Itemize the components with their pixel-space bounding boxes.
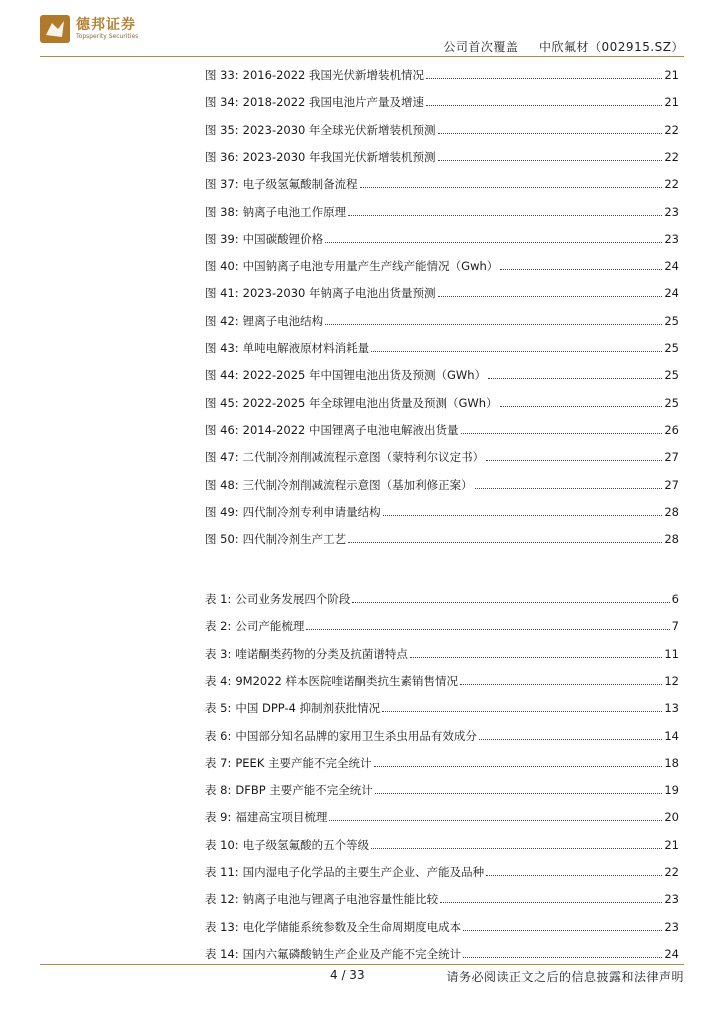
toc-entry[interactable] <box>205 647 679 661</box>
toc-leader-dots <box>329 820 662 821</box>
toc-entry[interactable] <box>205 810 679 824</box>
toc-entry[interactable] <box>205 423 679 437</box>
toc-entry-label: 图 49: <box>205 504 239 519</box>
toc-entry-page: 24 <box>664 946 679 961</box>
toc-entry-label: 表 14: <box>205 946 239 961</box>
toc-entry-page: 23 <box>664 204 679 219</box>
toc-entry-page: 12 <box>664 673 679 688</box>
toc-entry[interactable] <box>205 177 679 191</box>
toc-entry-label: 图 45: <box>205 395 239 410</box>
toc-entry-title: 喹诺酮类药物的分类及抗菌谱特点 <box>235 646 408 661</box>
toc-leader-dots <box>371 351 662 352</box>
toc-entry-page: 22 <box>664 122 679 137</box>
toc-entry-label: 图 35: <box>205 122 239 137</box>
toc-entry-page: 23 <box>664 919 679 934</box>
toc-leader-dots <box>438 296 663 297</box>
toc-entry-label: 图 37: <box>205 177 239 192</box>
toc-entry-page: 24 <box>664 286 679 301</box>
toc-entry-title: 2022-2025 年全球锂电池出货量及预测（GWh） <box>242 395 498 410</box>
toc-entry[interactable] <box>205 68 679 82</box>
toc-entry-title: DFBP 主要产能不完全统计 <box>235 783 373 798</box>
toc-leader-dots <box>325 242 662 243</box>
toc-entry-title: 2018-2022 我国电池片产量及增速 <box>242 95 425 110</box>
toc-entry[interactable] <box>205 478 679 492</box>
toc-entry-label: 图 48: <box>205 477 239 492</box>
toc-entry-label: 表 13: <box>205 919 239 934</box>
toc-entry-page: 27 <box>664 477 679 492</box>
toc-entry-label: 表 8: <box>205 783 232 798</box>
toc-leader-dots <box>475 488 663 489</box>
toc-entry[interactable] <box>205 592 679 606</box>
toc-entry-label: 图 43: <box>205 341 239 355</box>
toc-entry[interactable] <box>205 674 679 688</box>
toc-entry-page: 25 <box>664 313 679 328</box>
toc-entry[interactable] <box>205 783 679 797</box>
toc-entry-page: 20 <box>664 810 679 825</box>
toc-entry-page: 21 <box>664 837 679 852</box>
toc-leader-dots <box>479 739 663 740</box>
toc-entry-label: 图 46: <box>205 422 239 437</box>
toc-entry[interactable] <box>205 865 679 879</box>
toc-entry-page: 28 <box>664 532 679 547</box>
toc-entry-title: 2016-2022 我国光伏新增装机情况 <box>242 68 425 82</box>
toc-entry-label: 图 47: <box>205 450 239 465</box>
footer-divider <box>40 964 684 965</box>
toc-entry-label: 图 39: <box>205 231 239 246</box>
toc-leader-dots <box>500 269 662 270</box>
toc-entry-page: 24 <box>664 259 679 274</box>
toc-entry-title: 单吨电解液原材料消耗量 <box>242 341 370 355</box>
toc-entry[interactable] <box>205 95 679 109</box>
toc-entry[interactable] <box>205 947 679 961</box>
logo-name-cn: 德邦证券 <box>76 17 136 33</box>
toc-entry-page: 21 <box>664 68 679 82</box>
toc-leader-dots <box>410 657 663 658</box>
toc-entry-label: 图 38: <box>205 204 239 219</box>
toc-entry-page: 26 <box>664 422 679 437</box>
toc-entry-label: 图 33: <box>205 68 239 82</box>
toc-entry-page: 28 <box>664 504 679 519</box>
header-divider <box>40 56 684 57</box>
toc-entry-title: 国内六氟磷酸钠生产企业及产能不完全统计 <box>242 946 462 961</box>
toc-entry-page: 25 <box>664 341 679 355</box>
toc-entry-title: 锂离子电池结构 <box>242 313 324 328</box>
toc-entry-label: 表 3: <box>205 646 232 661</box>
toc-leader-dots <box>438 160 663 161</box>
toc-leader-dots <box>486 460 662 461</box>
toc-entry-label: 表 1: <box>205 592 232 606</box>
toc-entry-title: 钠离子电池与锂离子电池容量性能比较 <box>242 892 439 907</box>
toc-entry-title: 电子级氢氟酸的五个等级 <box>242 837 370 852</box>
toc-entry-page: 25 <box>664 368 679 383</box>
toc-entry-label: 图 34: <box>205 95 239 110</box>
toc-entry-title: 9M2022 样本医院喹诺酮类抗生素销售情况 <box>235 673 459 688</box>
toc-leader-dots <box>461 433 663 434</box>
toc-entry[interactable] <box>205 920 679 934</box>
toc-entry-page: 19 <box>664 783 679 798</box>
toc-entry-title: 中国 DPP-4 抑制剂获批情况 <box>235 701 381 716</box>
toc-entry-title: 二代制冷剂削减流程示意图（蒙特利尔议定书） <box>242 450 485 465</box>
toc-entry-page: 14 <box>664 728 679 743</box>
toc-leader-dots <box>375 793 663 794</box>
toc-entry-title: 2023-2030 年我国光伏新增装机预测 <box>242 149 436 164</box>
toc-entry-title: 福建高宝项目梳理 <box>235 810 328 825</box>
toc-entry-title: 中国钠离子电池专用量产生产线产能情况（Gwh） <box>242 259 499 274</box>
toc-entry-title: 四代制冷剂专利申请量结构 <box>242 504 381 519</box>
toc-entry[interactable] <box>205 532 679 546</box>
toc-entry-title: 中国部分知名品牌的家用卫生杀虫用品有效成分 <box>235 728 477 743</box>
company-logo <box>40 15 138 43</box>
toc-leader-dots <box>348 215 662 216</box>
toc-entry[interactable] <box>205 259 679 273</box>
toc-leader-dots <box>306 629 669 630</box>
toc-entry[interactable] <box>205 505 679 519</box>
toc-entry-page: 6 <box>671 592 679 606</box>
toc-leader-dots <box>325 324 662 325</box>
toc-entry[interactable] <box>205 314 679 328</box>
footer-disclaimer: 请务必阅读正文之后的信息披露和法律声明 <box>446 970 684 984</box>
toc-entry-title: 2014-2022 中国锂离子电池电解液出货量 <box>242 422 459 437</box>
toc-entry-title: 2022-2025 年中国锂电池出货及预测（GWh） <box>242 368 487 383</box>
toc-leader-dots <box>360 187 663 188</box>
toc-leader-dots <box>371 848 662 849</box>
toc-entry-label: 图 41: <box>205 286 239 301</box>
toc-entry[interactable] <box>205 396 679 410</box>
toc-entry[interactable] <box>205 450 679 464</box>
toc-leader-dots <box>460 684 662 685</box>
toc-entry-label: 表 2: <box>205 619 232 634</box>
toc-entry-title: 2023-2030 年全球光伏新增装机预测 <box>242 122 436 137</box>
logo-name-en: Topsperity Securities <box>76 33 139 40</box>
toc-entry-page: 21 <box>664 95 679 110</box>
toc-leader-dots <box>382 711 662 712</box>
toc-entry-title: 电化学储能系统参数及全生命周期度电成本 <box>242 919 462 934</box>
toc-entry-label: 表 5: <box>205 701 232 716</box>
toc-leader-dots <box>438 133 663 134</box>
toc-entry-page: 18 <box>664 755 679 770</box>
toc-entry-page: 22 <box>664 865 679 879</box>
toc-entry-title: 公司产能梳理 <box>235 619 305 634</box>
toc-leader-dots <box>488 378 662 379</box>
toc-entry[interactable] <box>205 150 679 164</box>
toc-leader-dots <box>383 515 663 516</box>
toc-entry-label: 图 36: <box>205 149 239 164</box>
toc-entry-page: 11 <box>664 646 679 661</box>
toc-entry[interactable] <box>205 838 679 852</box>
toc-entry-page: 13 <box>664 701 679 716</box>
toc-leader-dots <box>374 766 663 767</box>
toc-entry[interactable] <box>205 341 679 355</box>
toc-entry-page: 7 <box>671 619 679 634</box>
toc-entry-title: 2023-2030 年钠离子电池出货量预测 <box>242 286 436 301</box>
toc-entry[interactable] <box>205 701 679 715</box>
toc-leader-dots <box>463 957 662 958</box>
toc-entry[interactable] <box>205 205 679 219</box>
report-header <box>443 38 684 55</box>
toc-entry-page: 23 <box>664 892 679 907</box>
toc-entry[interactable] <box>205 729 679 743</box>
page-number: 4 / 33 <box>330 968 365 982</box>
toc-entry-title: PEEK 主要产能不完全统计 <box>235 755 372 770</box>
toc-entry-label: 图 44: <box>205 368 239 383</box>
toc-leader-dots <box>348 542 662 543</box>
toc-leader-dots <box>440 902 662 903</box>
toc-entry-label: 表 9: <box>205 810 232 825</box>
toc-entry[interactable] <box>205 232 679 246</box>
toc-entry-label: 图 40: <box>205 259 239 274</box>
toc-entry[interactable] <box>205 756 679 770</box>
toc-entry[interactable] <box>205 368 679 382</box>
toc-entry-label: 表 7: <box>205 755 232 770</box>
toc-entry-label: 表 4: <box>205 673 232 688</box>
toc-entry[interactable] <box>205 892 679 906</box>
toc-entry-page: 23 <box>664 231 679 246</box>
toc-leader-dots <box>463 930 662 931</box>
toc-leader-dots <box>426 78 662 79</box>
toc-entry-label: 表 12: <box>205 892 239 907</box>
toc-entry-title: 三代制冷剂削减流程示意图（基加利修正案） <box>242 477 473 492</box>
toc-entry-page: 25 <box>664 395 679 410</box>
toc-entry-label: 表 10: <box>205 837 239 852</box>
company-ticker: 中欣氟材（002915.SZ） <box>539 40 684 54</box>
toc-entry-title: 四代制冷剂生产工艺 <box>242 532 347 547</box>
toc-leader-dots <box>352 602 669 603</box>
logo-emblem-icon <box>40 15 70 43</box>
toc-leader-dots <box>500 406 663 407</box>
toc-entry-page: 22 <box>664 149 679 164</box>
toc-leader-dots <box>486 875 662 876</box>
toc-entry-title: 公司业务发展四个阶段 <box>235 592 351 606</box>
toc-entry-label: 图 50: <box>205 532 239 547</box>
toc-entry-page: 27 <box>664 450 679 465</box>
toc-entry-label: 表 11: <box>205 865 239 879</box>
toc-entry-page: 22 <box>664 177 679 192</box>
toc-entry-title: 中国碳酸锂价格 <box>242 231 324 246</box>
toc-entry-label: 图 42: <box>205 313 239 328</box>
toc-leader-dots <box>426 105 662 106</box>
toc-entry-title: 电子级氢氟酸制备流程 <box>242 177 358 192</box>
toc-entry[interactable] <box>205 123 679 137</box>
report-type: 公司首次覆盖 <box>443 40 519 54</box>
toc-entry-title: 钠离子电池工作原理 <box>242 204 347 219</box>
toc-entry[interactable] <box>205 286 679 300</box>
toc-entry-title: 国内湿电子化学品的主要生产企业、产能及品种 <box>242 865 485 879</box>
toc-entry[interactable] <box>205 619 679 633</box>
toc-entry-label: 表 6: <box>205 728 232 743</box>
